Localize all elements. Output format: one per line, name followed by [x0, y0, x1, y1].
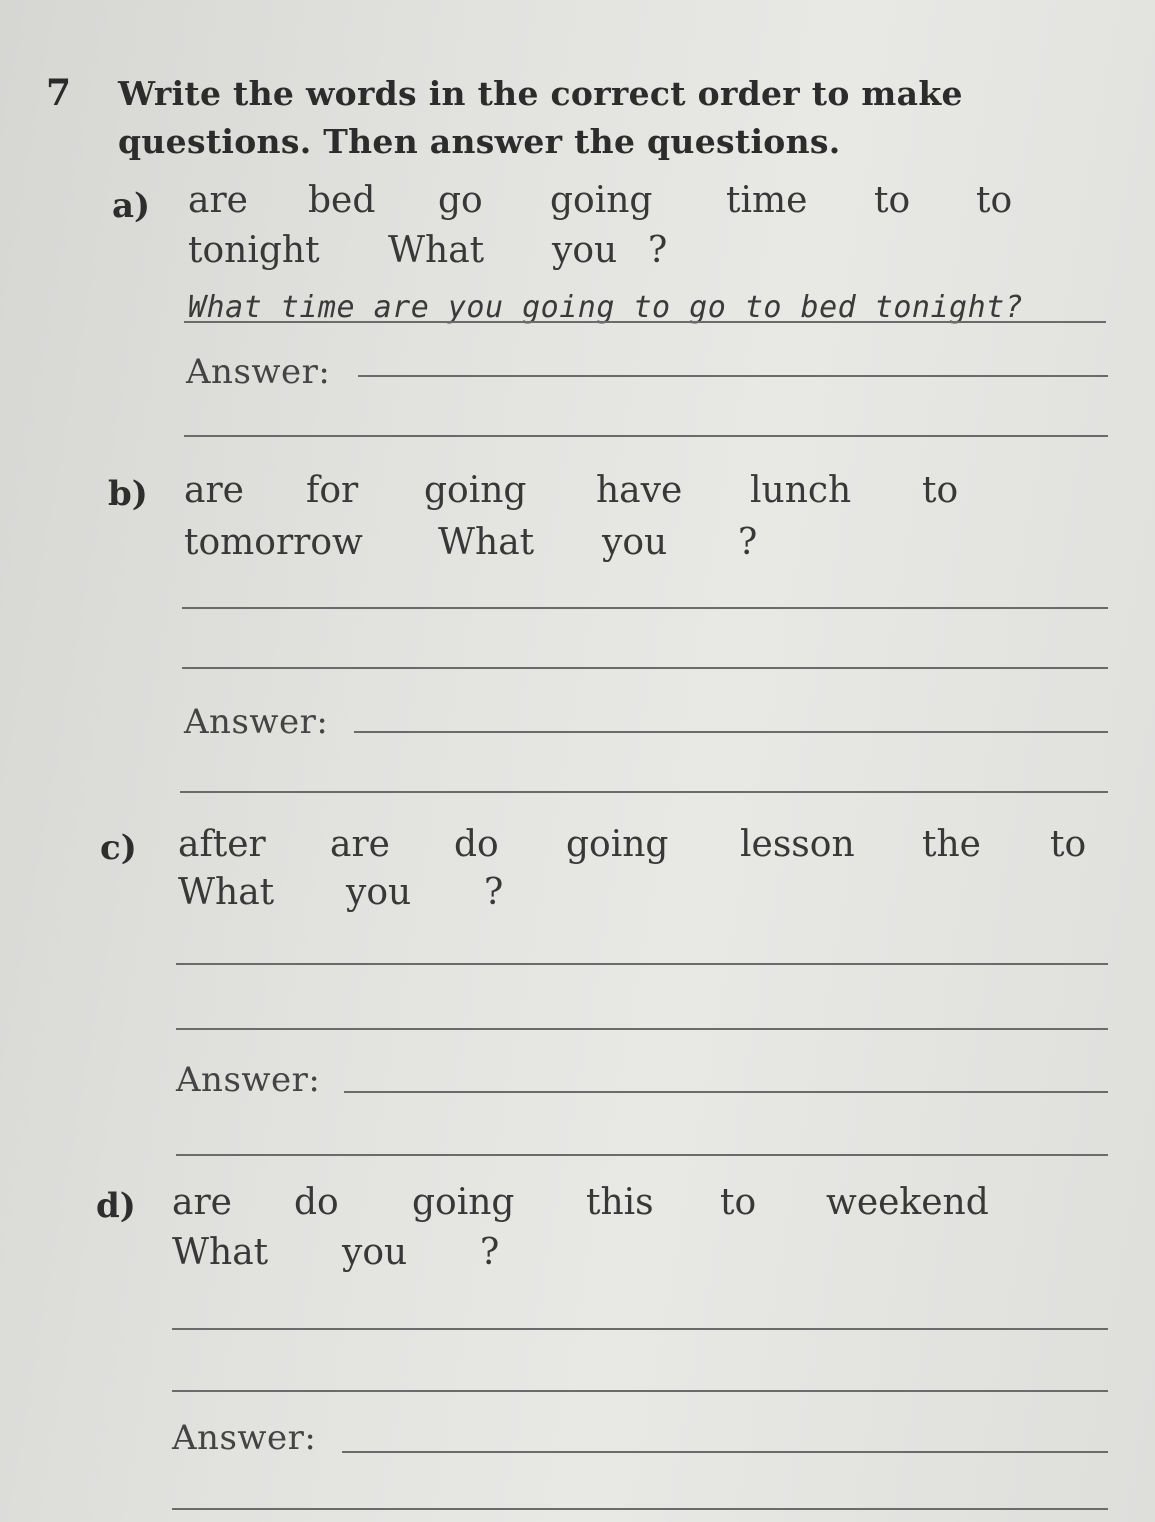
word: are: [172, 1182, 232, 1223]
writing-line: [182, 607, 1108, 609]
word: time: [726, 180, 808, 221]
word: you: [342, 1232, 408, 1273]
word: ?: [480, 1232, 500, 1273]
answer-line: [342, 1451, 1108, 1453]
item-letter: b): [108, 474, 148, 514]
word-bank-line-1: [172, 1182, 1072, 1232]
word: are: [330, 824, 390, 865]
instructions-line-1: Write the words in the correct order to make: [118, 74, 963, 113]
word: do: [294, 1182, 339, 1223]
word-bank-line-2: [184, 522, 1084, 572]
word: to: [1050, 824, 1087, 865]
exercise-instructions: [118, 70, 1018, 166]
word: ?: [648, 230, 668, 271]
writing-line: [184, 321, 1106, 323]
word: lesson: [740, 824, 855, 865]
word: going: [412, 1182, 515, 1223]
word: tomorrow: [184, 522, 363, 563]
writing-line: [176, 963, 1108, 965]
word: tonight: [188, 230, 320, 271]
word-bank-line-2: [172, 1232, 1072, 1282]
writing-line: [172, 1508, 1108, 1510]
writing-line: [184, 435, 1108, 437]
word: bed: [308, 180, 376, 221]
writing-line: [182, 667, 1108, 669]
word: ?: [738, 522, 758, 563]
word: ?: [484, 872, 504, 913]
item-letter: c): [100, 828, 137, 868]
word: you: [346, 872, 412, 913]
answer-line: [344, 1091, 1108, 1093]
word: after: [178, 824, 266, 865]
word: the: [922, 824, 981, 865]
writing-line: [176, 1028, 1108, 1030]
answer-line: [354, 731, 1108, 733]
item-letter: a): [112, 186, 151, 226]
answer-label: Answer:: [176, 1060, 321, 1100]
word-bank-line-1: [184, 470, 1084, 520]
word: are: [188, 180, 248, 221]
writing-line: [172, 1328, 1108, 1330]
word: for: [306, 470, 359, 511]
answer-label: Answer:: [186, 352, 331, 392]
word: you: [602, 522, 668, 563]
word: What: [178, 872, 275, 913]
word: this: [586, 1182, 654, 1223]
word: What: [438, 522, 535, 563]
handwritten-answer: What time are you going to go to bed tonight?: [188, 290, 1024, 325]
word: to: [922, 470, 959, 511]
word: go: [438, 180, 483, 221]
word: going: [566, 824, 669, 865]
answer-label: Answer:: [184, 702, 329, 742]
exercise-number: 7: [46, 72, 72, 114]
word: do: [454, 824, 499, 865]
answer-label: Answer:: [172, 1418, 317, 1458]
word: lunch: [750, 470, 852, 511]
word-bank-line-1: [188, 180, 1088, 230]
word-bank-line-2: [178, 872, 1078, 922]
word: weekend: [826, 1182, 989, 1223]
word: to: [720, 1182, 757, 1223]
instructions-line-2: questions. Then answer the questions.: [118, 122, 841, 161]
word: to: [976, 180, 1013, 221]
word-bank-line-2: [188, 230, 1088, 280]
word: What: [172, 1232, 269, 1273]
word: going: [424, 470, 527, 511]
writing-line: [172, 1390, 1108, 1392]
writing-line: [180, 791, 1108, 793]
word: going: [550, 180, 653, 221]
word: What: [388, 230, 485, 271]
word-bank-line-1: [178, 824, 1098, 874]
item-letter: d): [96, 1186, 136, 1226]
word: to: [874, 180, 911, 221]
answer-line: [358, 375, 1108, 377]
word: are: [184, 470, 244, 511]
word: you: [552, 230, 618, 271]
word: have: [596, 470, 683, 511]
writing-line: [176, 1154, 1108, 1156]
